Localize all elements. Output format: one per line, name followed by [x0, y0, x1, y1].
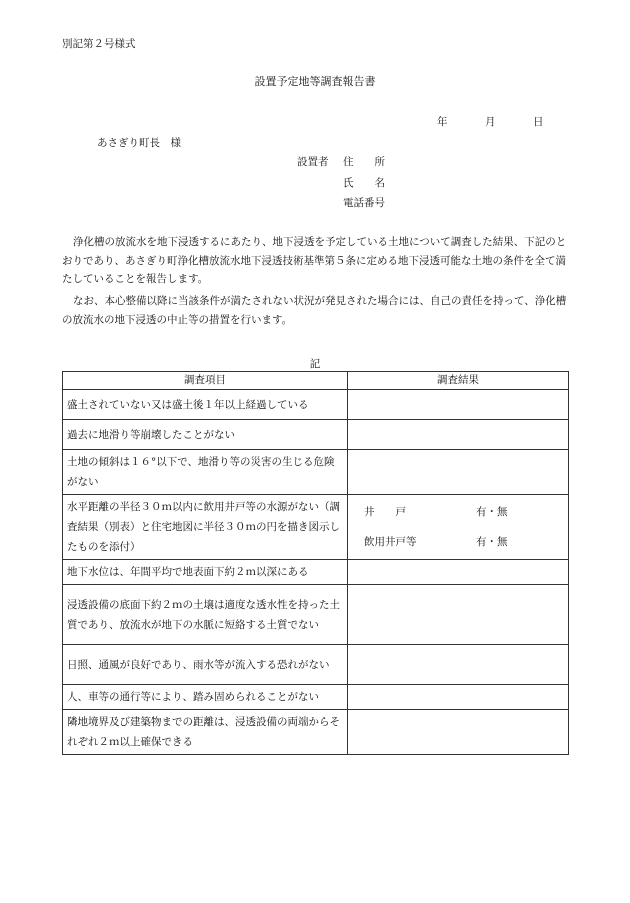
page-title: 設置予定地等調査報告書 [254, 75, 376, 88]
header-item: 調査項目 [63, 372, 348, 390]
table-row [63, 390, 569, 420]
table-row [63, 585, 569, 645]
table-row [63, 710, 569, 755]
phone-label: 電話番号 [343, 197, 385, 209]
item-cell: 水平距離の半径３０ｍ以内に飲用井戸等の水源がない（調査結果（別表）と住宅地図に半径３０ｍの円を描き図示したものを添付） [63, 495, 348, 560]
well-line [352, 502, 564, 522]
drinking-well-choice[interactable]: 有・無 [476, 536, 508, 548]
result-cell[interactable] [348, 710, 569, 755]
well-label: 井 戸 [364, 506, 406, 518]
result-cell[interactable] [348, 685, 569, 710]
item-cell: 地下水位は、年間平均で地表面下約２ｍ以深にある [63, 560, 348, 585]
item-cell: 人、車等の通行等により、踏み固められることがない [63, 685, 348, 710]
report-paragraph: 浄化槽の放流水を地下浸透するにあたり、地下浸透を予定している土地について調査した結果、下記のとおりであり、あさぎり町浄化槽放流水地下浸透技術基準第５条に定める地下浸透可能な土地の条件を全て満たしていることを報告します。 [62, 236, 567, 285]
result-cell[interactable] [348, 585, 569, 645]
item-cell: 日照、通風が良好であり、雨水等が流入する恐れがない [63, 645, 348, 685]
result-cell[interactable] [348, 560, 569, 585]
table-row [63, 645, 569, 685]
survey-table [62, 371, 569, 755]
header-result: 調査結果 [348, 372, 569, 390]
result-cell[interactable] [348, 420, 569, 450]
item-cell: 盛土されていない又は盛土後１年以上経過している [63, 390, 348, 420]
date-month-label: 月 [485, 116, 496, 128]
applicant-role: 設置者 [297, 156, 329, 168]
address-label: 住 所 [343, 156, 385, 168]
date-day-label: 日 [533, 116, 544, 128]
form-label: 別記第２号様式 [62, 38, 136, 50]
table-row [63, 560, 569, 585]
result-cell[interactable] [348, 645, 569, 685]
result-cell[interactable] [348, 390, 569, 420]
table-row [63, 420, 569, 450]
item-cell: 隣地境界及び建築物までの距離は、浸透設備の両端からそれぞれ２ｍ以上確保できる [63, 710, 348, 755]
name-label: 氏 名 [343, 177, 385, 189]
item-cell: 浸透設備の底面下約２ｍの土壌は適度な透水性を持った土質であり、放流水が地下の水脈に短絡する土質でない [63, 585, 348, 645]
drinking-well-label: 飲用井戸等 [364, 536, 417, 548]
table-row [63, 495, 569, 560]
table-row [63, 685, 569, 710]
result-cell[interactable] [348, 450, 569, 495]
ki-heading: 記 [309, 358, 321, 370]
addressee: あさぎり町長 様 [97, 137, 181, 149]
date-year-label: 年 [437, 116, 448, 128]
drinking-well-line [352, 532, 564, 552]
item-cell: 土地の傾斜は１６°以下で、地滑り等の災害の生じる危険がない [63, 450, 348, 495]
well-result-cell [348, 495, 569, 560]
table-header-row [63, 372, 569, 390]
responsibility-paragraph: なお、本心整備以降に当該条件が満たされない状況が発見された場合には、自己の責任を持って、浄化槽の放流水の地下浸透の中止等の措置を行います。 [62, 295, 567, 326]
table-row [63, 450, 569, 495]
item-cell: 過去に地滑り等崩壊したことがない [63, 420, 348, 450]
well-choice[interactable]: 有・無 [476, 506, 508, 518]
